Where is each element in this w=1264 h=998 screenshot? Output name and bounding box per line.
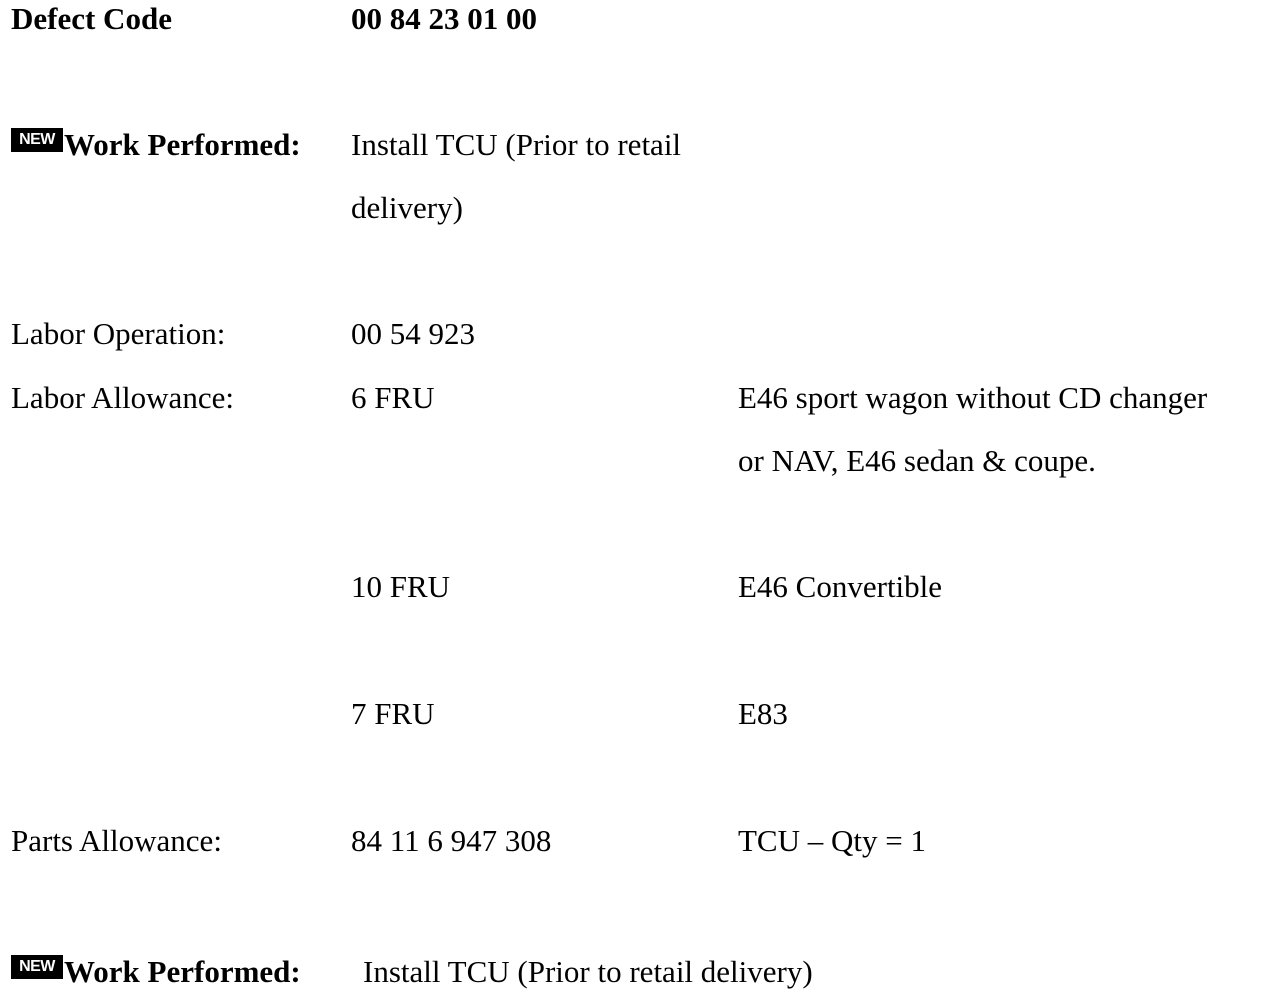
labor-allowance-fru: 7 FRU — [351, 696, 435, 731]
parts-allowance-label: Parts Allowance: — [11, 823, 222, 858]
parts-allowance-part-number: 84 11 6 947 308 — [351, 823, 552, 858]
work-performed-value-line2: delivery) — [351, 190, 463, 225]
work-performed-label: Work Performed: — [64, 954, 301, 989]
new-badge-icon: NEW — [11, 128, 63, 152]
defect-code-label: Defect Code — [11, 1, 172, 36]
labor-allowance-label: Labor Allowance: — [11, 380, 234, 415]
parts-allowance-description: TCU – Qty = 1 — [738, 823, 926, 858]
defect-code-value: 00 84 23 01 00 — [351, 1, 537, 36]
new-badge-icon: NEW — [11, 955, 63, 979]
work-performed-value-line1: Install TCU (Prior to retail — [351, 127, 682, 162]
labor-allowance-description-line2: or NAV, E46 sedan & coupe. — [738, 443, 1096, 478]
labor-allowance-description: E83 — [738, 696, 788, 731]
labor-allowance-fru: 6 FRU — [351, 380, 435, 415]
labor-allowance-fru: 10 FRU — [351, 569, 451, 604]
work-performed-label: Work Performed: — [64, 127, 301, 162]
labor-allowance-description: E46 Convertible — [738, 569, 943, 604]
labor-operation-value: 00 54 923 — [351, 316, 475, 351]
labor-operation-label: Labor Operation: — [11, 316, 226, 351]
labor-allowance-description: E46 sport wagon without CD changer — [738, 380, 1208, 415]
work-performed-value: Install TCU (Prior to retail delivery) — [363, 954, 813, 989]
